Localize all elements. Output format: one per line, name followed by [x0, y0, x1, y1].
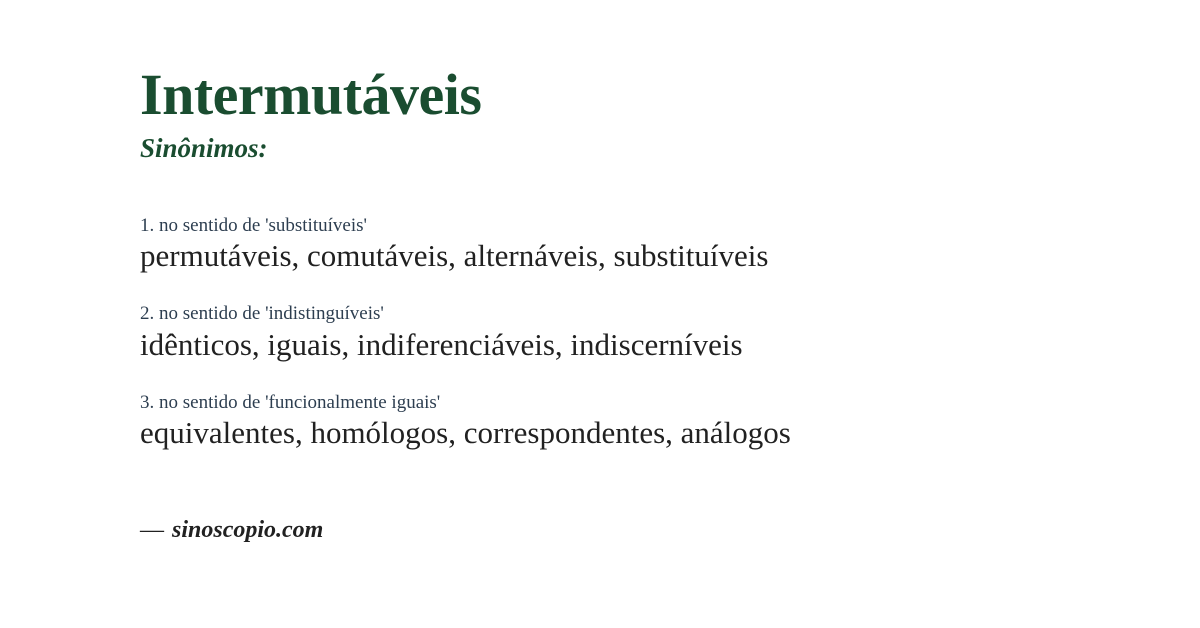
source-domain-text: sinoscopio.com — [172, 517, 324, 544]
page-title: Intermutáveis — [140, 62, 482, 127]
sense-list — [140, 214, 1140, 454]
sense-block-3 — [140, 391, 1140, 454]
sense-3-context-label: 3. no sentido de 'funcionalmente iguais' — [140, 391, 441, 413]
sense-2-synonyms: idênticos, iguais, indiferenciáveis, indiscerníveis — [140, 326, 743, 362]
sense-1-synonyms: permutáveis, comutáveis, alternáveis, substituíveis — [140, 238, 769, 274]
sense-2-context-label: 2. no sentido de 'indistinguíveis' — [140, 303, 384, 325]
synonyms-subtitle: Sinônimos: — [140, 133, 268, 163]
source-attribution — [140, 517, 1140, 544]
sense-block-2 — [140, 302, 1140, 365]
em-dash: — — [140, 517, 164, 544]
sense-3-synonyms: equivalentes, homólogos, correspondentes, análogos — [140, 415, 791, 451]
sense-block-1 — [140, 214, 1140, 277]
sense-1-context-label: 1. no sentido de 'substituíveis' — [140, 214, 367, 236]
